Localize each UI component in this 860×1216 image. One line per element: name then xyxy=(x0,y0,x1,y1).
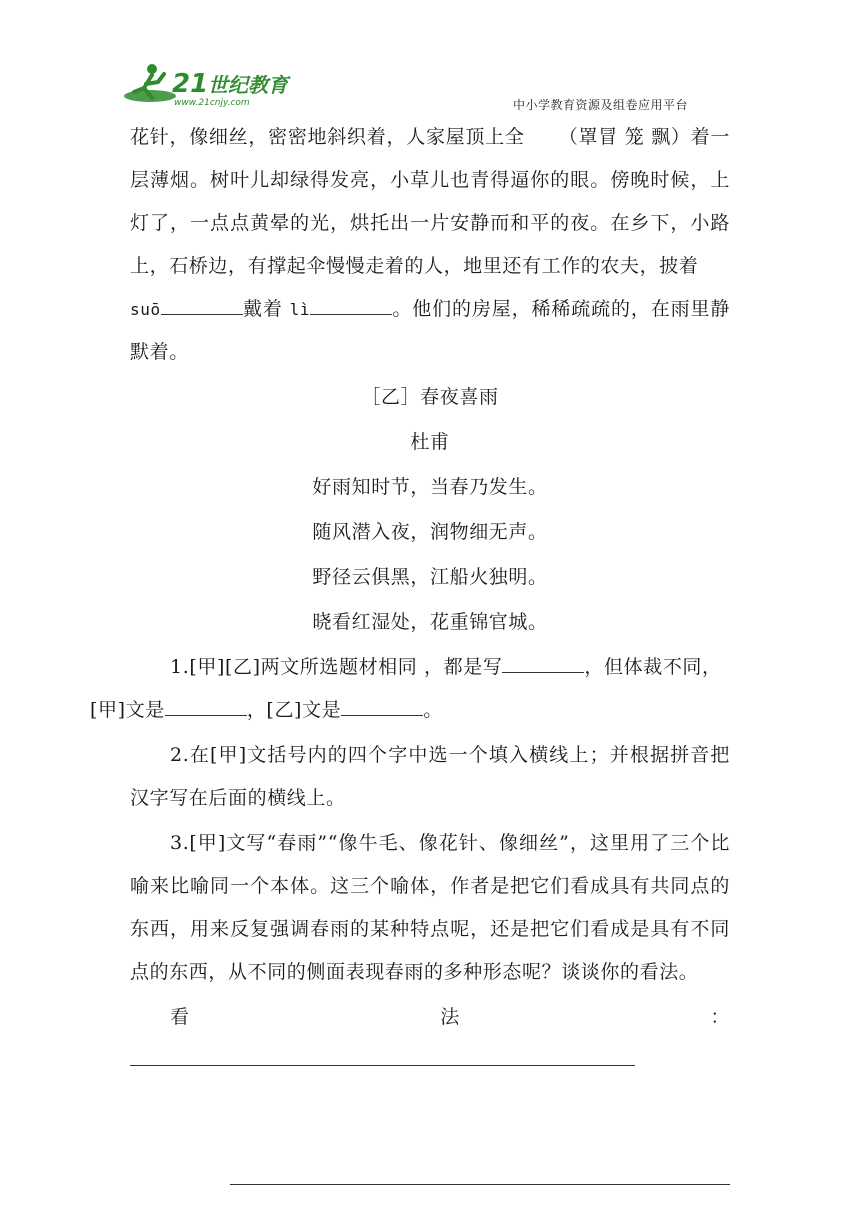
page-header xyxy=(0,0,860,120)
poem-line: 晓看红湿处，花重锦官城。 xyxy=(312,611,548,633)
passage-text: 戴着 xyxy=(242,298,283,320)
question-2: 2.在[甲]文括号内的四个字中选一个填入横线上；并根据拼音把汉字写在后面的横线上。 xyxy=(130,744,730,809)
footer-divider xyxy=(230,1184,730,1185)
poem-line: 野径云俱黑，江船火独明。 xyxy=(312,566,548,588)
question-text: ，[乙]文是 xyxy=(246,699,342,721)
platform-title: 中小学教育资源及组卷应用平台 xyxy=(513,98,689,112)
passage-jia-continued xyxy=(130,116,730,374)
answer-blank[interactable] xyxy=(310,296,392,315)
pinyin-suo: suō xyxy=(130,300,161,319)
question-text: 。 xyxy=(423,699,443,721)
logo xyxy=(122,62,292,108)
answer-blank[interactable] xyxy=(502,654,584,673)
answer-blank[interactable] xyxy=(341,697,423,716)
answer-blank[interactable] xyxy=(165,697,247,716)
pinyin-li: lì xyxy=(289,300,311,319)
passage-text: 一层薄烟。树叶儿却绿得发亮，小草儿也青得逼你的眼。傍晚时候，上灯了，一点点黄晕的光，烘托出一片安静而和平的夜。在乡下，小路上，石桥边，有撑起伞慢慢走着的人，地里还有工作的农夫，披着 xyxy=(130,126,730,277)
passage-text: 。他们的房屋，稀稀疏疏的，在雨里静默着。 xyxy=(130,298,731,363)
word-options: （罩冒 笼 飘）着 xyxy=(558,126,711,148)
question-text: 1.[甲][乙]两文所选题材相同 ，都是写 xyxy=(170,656,503,678)
svg-text:www.21cnjy.com: www.21cnjy.com xyxy=(174,98,250,108)
answer-line xyxy=(130,996,730,1082)
poem-line: 好雨知时节，当春乃发生。 xyxy=(312,476,548,498)
poem-line: 随风潜入夜，润物细无声。 xyxy=(312,521,548,543)
svg-text:21: 21 xyxy=(172,69,209,99)
question-3: 3.[甲]文写“春雨”“像牛毛、像花针、像细丝”，这里用了三个比喻来比喻同一个本体。这三个喻体，作者是把它们看成具有共同点的东西，用来反复强调春雨的某种特点呢，还是把它们看成是具有不同点的东西，从不同的侧面表现春雨的多种形态呢？谈谈你的看法。 xyxy=(130,832,730,983)
document-body xyxy=(90,116,731,1082)
svg-text:世纪教育: 世纪教育 xyxy=(208,73,288,97)
logo-runner-icon xyxy=(122,62,292,108)
poem-title: ［乙］春夜喜雨 xyxy=(361,386,499,408)
question-text: ，但体裁不同， xyxy=(584,656,722,678)
answer-label: 看法： xyxy=(170,1006,730,1028)
answer-blank[interactable] xyxy=(130,1047,635,1066)
question-text: [甲]文是 xyxy=(90,699,165,721)
poem-author: 杜甫 xyxy=(410,431,450,453)
question-1 xyxy=(90,646,730,732)
passage-text: 花针，像细丝，密密地斜织着，人家屋顶上全 xyxy=(130,126,525,148)
answer-blank[interactable] xyxy=(161,296,243,315)
